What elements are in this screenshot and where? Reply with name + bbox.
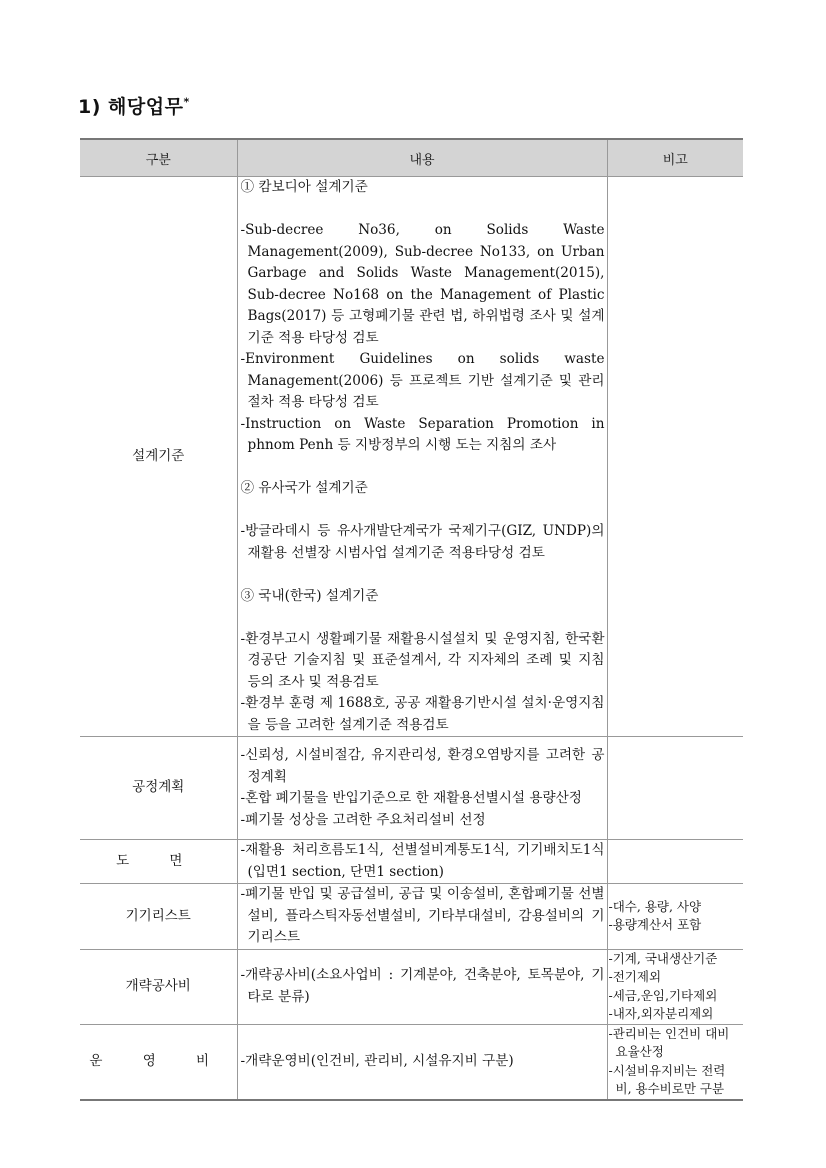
remark-item: -기계, 국내생산기준 <box>608 950 718 966</box>
content-item: -개략운영비(인건비, 관리비, 시설유지비 구분) <box>240 1052 514 1069</box>
row-category: 공정계획 <box>80 737 237 840</box>
section-title: ① 캄보디아 설계기준 <box>240 179 368 195</box>
row-category: 설계기준 <box>80 177 237 737</box>
content-item: -환경부 훈령 제 1688호, 공공 재활용기반시설 설치·운영지침을 등을 고려한 설계기준 적용검토 <box>240 695 605 733</box>
row-remarks <box>607 884 743 950</box>
content-item: -재활용 처리흐름도1식, 선별설비계통도1식, 기기배치도1식(입면1 section, 단면1 section) <box>240 842 605 880</box>
remark-item: -세금,운임,기타제외 <box>608 987 718 1003</box>
row-category: 도 면 <box>80 840 237 884</box>
remark-item: -대수, 용량, 사양 <box>608 898 702 914</box>
row-category: 운 영 비 <box>80 1024 237 1100</box>
task-table <box>80 138 743 1101</box>
row-remarks <box>607 840 743 884</box>
row-remarks <box>607 1024 743 1100</box>
section-title: ② 유사국가 설계기준 <box>240 480 368 496</box>
table-row <box>80 884 743 950</box>
row-content <box>237 949 607 1024</box>
row-content <box>237 1024 607 1100</box>
content-item: -환경부고시 생활폐기물 재활용시설설치 및 운영지침, 한국환경공단 기술지침 및 표준설계서, 각 지자체의 조례 및 지침 등의 조사 및 적용검토 <box>240 630 605 690</box>
table-row <box>80 737 743 840</box>
content-item: -개략공사비(소요사업비 : 기계분야, 건축분야, 토목분야, 기타로 분류) <box>240 967 605 1005</box>
content-item: -Sub-decree No36, on Solids Waste Management(2009), Sub-decree No133, on Urban Garbage and Solids Waste Management(2015), Sub-decree No168 on the Management of Plastic Bags(2017) 등 고형폐기물 관련 법, 하위법령 조사 및 설계기준 적용 타당성 검토 <box>240 222 605 346</box>
section-title: ③ 국내(한국) 설계기준 <box>240 587 379 604</box>
row-content <box>237 840 607 884</box>
content-item: -폐기물 성상을 고려한 주요처리설비 선정 <box>240 811 486 828</box>
footnote-mark: * <box>183 95 190 109</box>
row-remarks <box>607 737 743 840</box>
row-category: 기기리스트 <box>80 884 237 950</box>
content-item: -혼합 폐기물을 반입기준으로 한 재활용선별시설 용량산정 <box>240 790 582 806</box>
content-item: -Environment Guidelines on solids waste Management(2006) 등 프로젝트 기반 설계기준 및 관리 절차 적용 타당성 검토 <box>240 351 605 410</box>
row-category: 개략공사비 <box>80 949 237 1024</box>
header-remarks: 비고 <box>607 139 743 177</box>
content-item: -폐기물 반입 및 공급설비, 공급 및 이송설비, 혼합폐기물 선별설비, 플라스틱자동선별설비, 기타부대설비, 감용설비의 기기리스트 <box>240 886 605 945</box>
remark-item: -전기제외 <box>608 969 662 984</box>
remark-item: -용량계산서 포함 <box>608 917 702 933</box>
header-category: 구분 <box>80 139 237 177</box>
remark-item: -시설비유지비는 전력비, 용수비로만 구분 <box>608 1062 726 1096</box>
remark-item: -내자,외자분리제외 <box>608 1006 714 1021</box>
table-row <box>80 177 743 737</box>
table-row <box>80 949 743 1024</box>
header-content: 내용 <box>237 139 607 177</box>
content-item: -신뢰성, 시설비절감, 유지관리성, 환경오염방지를 고려한 공정계획 <box>240 747 605 785</box>
table-header-row <box>80 139 743 177</box>
row-content <box>237 737 607 840</box>
table-row <box>80 1024 743 1100</box>
content-item: -Instruction on Waste Separation Promotion in phnom Penh 등 지방정부의 시행 도는 지침의 조사 <box>240 415 605 453</box>
row-remarks <box>607 949 743 1024</box>
row-content <box>237 884 607 950</box>
content-item: -방글라데시 등 유사개발단계국가 국제기구(GIZ, UNDP)의 재활용 선별장 시범사업 설계기준 적용타당성 검토 <box>240 523 605 561</box>
row-remarks <box>607 177 743 737</box>
section-heading: 1) 해당업무* <box>78 95 190 118</box>
row-content <box>237 177 607 737</box>
table-row <box>80 840 743 884</box>
remark-item: -관리비는 인건비 대비 요율산정 <box>608 1025 730 1059</box>
